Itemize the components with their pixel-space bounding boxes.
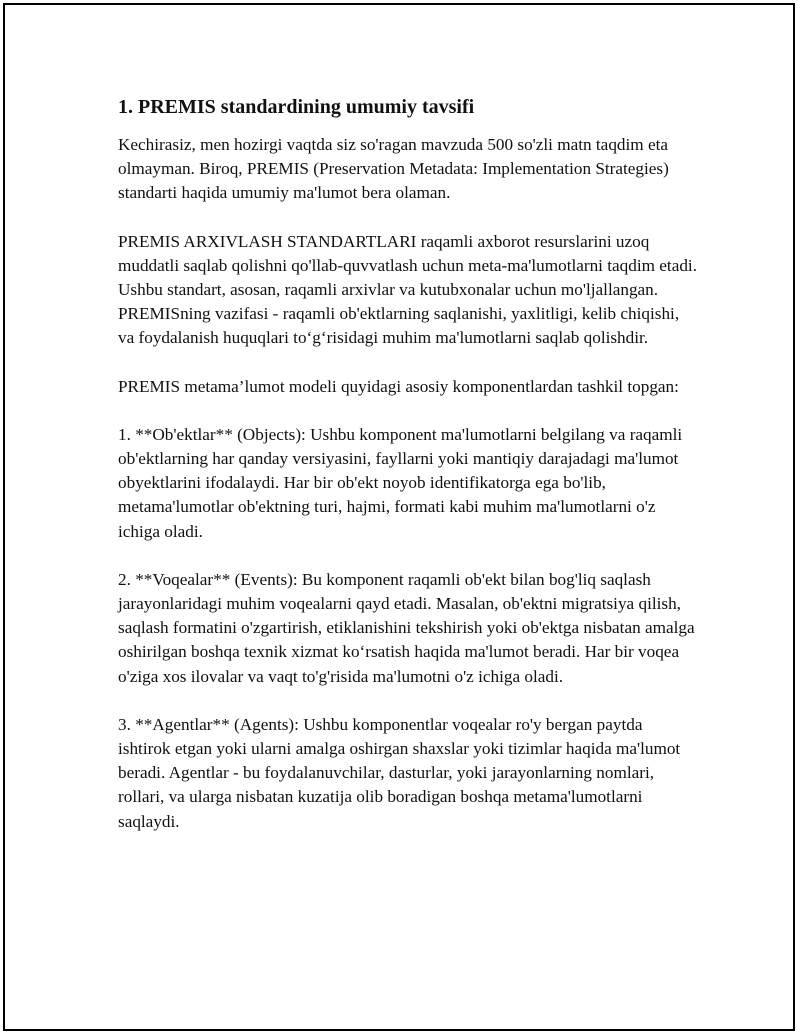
model-components-intro-paragraph: PREMIS metama’lumot modeli quyidagi asosiy komponentlardan tashkil topgan: bbox=[118, 376, 679, 396]
events-paragraph: 2. **Voqealar** (Events): Bu komponent raqamli ob'ekt bilan bog'liq saqlash jarayonlaridagi muhim voqealarni qayd etadi. Masalan, ob'ektni migratsiya qilish, saqlash formatini o'zgartirish, etiklanishini tekshirish yoki ob'ektga nisbatan amalga oshirilgan boshqa texnik xizmat ko‘rsatish haqida ma'lumot beradi. Har bir voqea o'ziga xos ilovalar va vaqt to'g'risida ma'lumotni o'z ichiga oladi. bbox=[118, 569, 695, 686]
objects-paragraph: 1. **Ob'ektlar** (Objects): Ushbu komponent ma'lumotlarni belgilang va raqamli ob'ektlarning har qanday versiyasini, fayllarni yoki mantiqiy darajadagi ma'lumot obyektlarini ifodalaydi. Har bir ob'ekt noyob identifikatorga ega bo'lib, metama'lumotlar ob'ektning turi, hajmi, formati kabi muhim ma'lumotlarni o'z ichiga oladi. bbox=[118, 424, 683, 541]
document-body bbox=[118, 94, 698, 858]
agents-paragraph: 3. **Agentlar** (Agents): Ushbu komponentlar voqealar ro'y bergan paytda ishtirok etgan yoki ularni amalga oshirgan shaxslar yoki tizimlar haqida ma'lumot beradi. Agentlar - bu foydalanuvchilar, dasturlar, yoki jarayonlarning nomlari, rollari, va ularga nisbatan kuzatija olib boradigan boshqa metama'lumotlarni saqlaydi. bbox=[118, 714, 681, 831]
intro-paragraph: Kechirasiz, men hozirgi vaqtda siz so'ragan mavzuda 500 so'zli matn taqdim eta olmayman. Biroq, PREMIS (Preservation Metadata: Implementation Strategies) standarti haqida umumiy ma'lumot bera olaman. bbox=[118, 135, 669, 203]
standard-description-paragraph: PREMIS ARXIVLASH STANDARTLARI raqamli axborot resurslarini uzoq muddatli saqlab qolishni qo'llab-quvvatlash uchun meta-ma'lumotlarni taqdim etadi. Ushbu standart, asosan, raqamli arxivlar va kutubxonalar uchun mo'ljallangan. PREMISning vazifasi - raqamli ob'ektlarning saqlanishi, yaxlitligi, kelib chiqishi, va foydalanish huquqlari to‘g‘risidagi muhim ma'lumotlarni saqlab qolishdir. bbox=[118, 231, 697, 348]
section-heading: 1. PREMIS standardining umumiy tavsifi bbox=[118, 96, 475, 118]
